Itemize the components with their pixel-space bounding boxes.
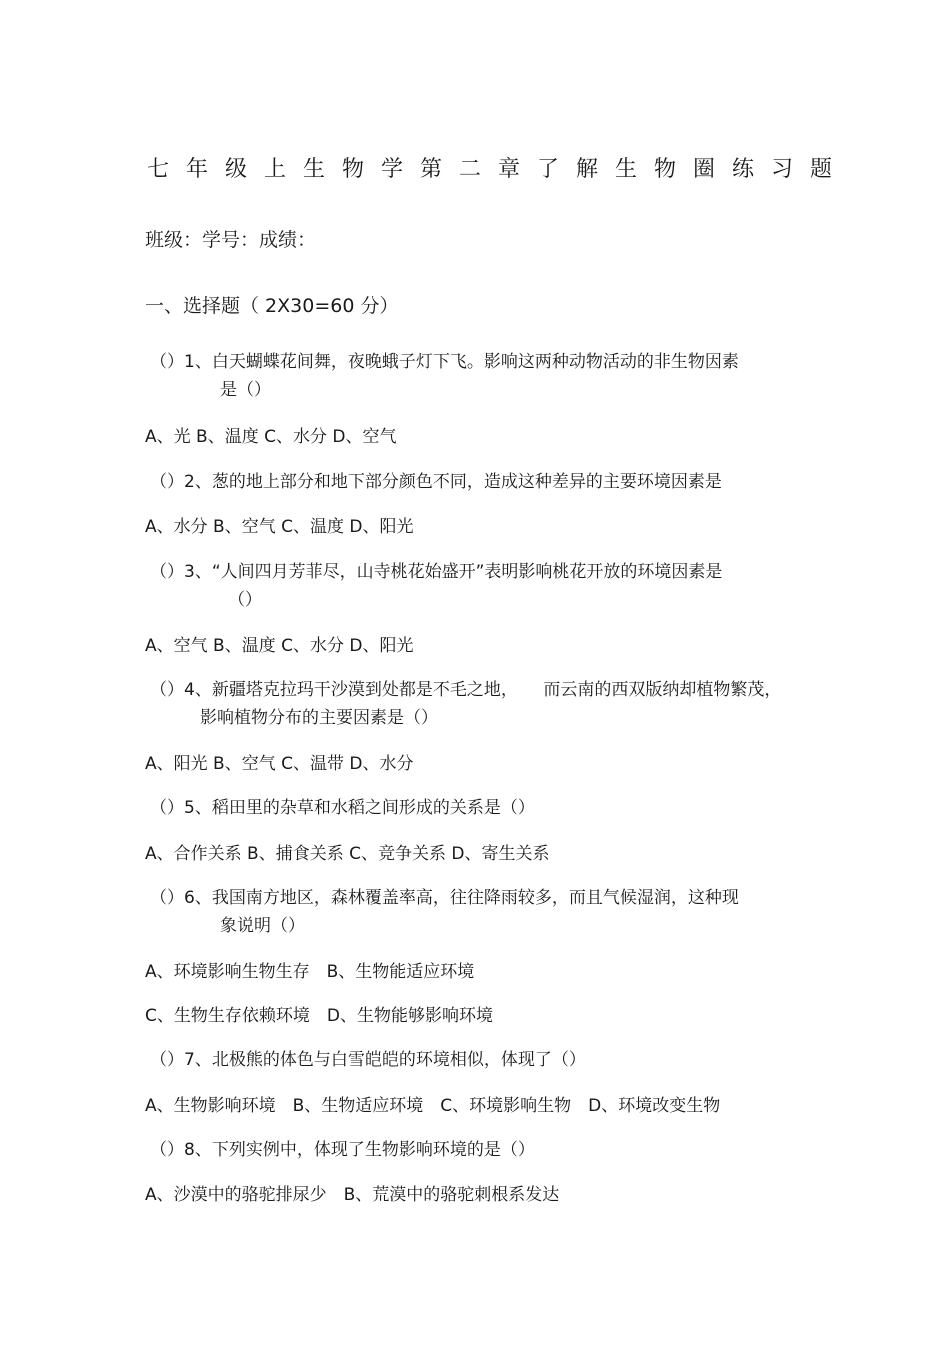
question-5-stem: （）5、稻田里的杂草和水稻之间形成的关系是（）	[150, 798, 535, 818]
question-3-options: A、空气 B、温度 C、水分 D、阳光	[145, 636, 414, 656]
document-title: 七年级上生物学第二章了解生物圈练习题	[147, 157, 850, 182]
question-6-stem-cont: 象说明（）	[220, 916, 305, 936]
question-4-stem: （）4、新疆塔克拉玛干沙漠到处都是不毛之地， 而云南的西双版纳却植物繁茂，	[150, 680, 782, 700]
question-6-stem: （）6、我国南方地区，森林覆盖率高，往往降雨较多，而且气候湿润，这种现	[150, 888, 739, 908]
question-5-options: A、合作关系 B、捕食关系 C、竞争关系 D、寄生关系	[145, 844, 550, 864]
question-6-options-2: C、生物生存依赖环境 D、生物能够影响环境	[145, 1006, 493, 1026]
question-8-stem: （）8、下列实例中，体现了生物影响环境的是（）	[150, 1140, 535, 1160]
section-heading: 一、选择题（ 2X30=60 分）	[145, 295, 399, 317]
question-4-stem-cont: 影响植物分布的主要因素是（）	[200, 708, 438, 728]
question-3-stem-cont: （）	[228, 590, 262, 610]
question-8-options: A、沙漠中的骆驼排尿少 B、荒漠中的骆驼刺根系发达	[145, 1185, 560, 1205]
question-3-stem: （）3、“人间四月芳菲尽，山寺桃花始盛开”表明影响桃花开放的环境因素是	[150, 562, 723, 582]
question-1-options: A、光 B、温度 C、水分 D、空气	[145, 427, 397, 447]
question-2-options: A、水分 B、空气 C、温度 D、阳光	[145, 517, 414, 537]
question-7-stem: （）7、北极熊的体色与白雪皑皑的环境相似，体现了（）	[150, 1050, 586, 1070]
question-1-stem-cont: 是（）	[220, 380, 271, 400]
question-7-options: A、生物影响环境 B、生物适应环境 C、环境影响生物 D、环境改变生物	[145, 1096, 721, 1116]
question-4-options: A、阳光 B、空气 C、温带 D、水分	[145, 754, 414, 774]
question-1-stem: （）1、白天蝴蝶花间舞，夜晚蛾子灯下飞。影响这两种动物活动的非生物因素	[150, 352, 739, 372]
class-info-line: 班级：学号：成绩：	[145, 229, 317, 251]
question-2-stem: （）2、葱的地上部分和地下部分颜色不同，造成这种差异的主要环境因素是	[150, 472, 722, 492]
question-6-options-1: A、环境影响生物生存 B、生物能适应环境	[145, 962, 475, 982]
